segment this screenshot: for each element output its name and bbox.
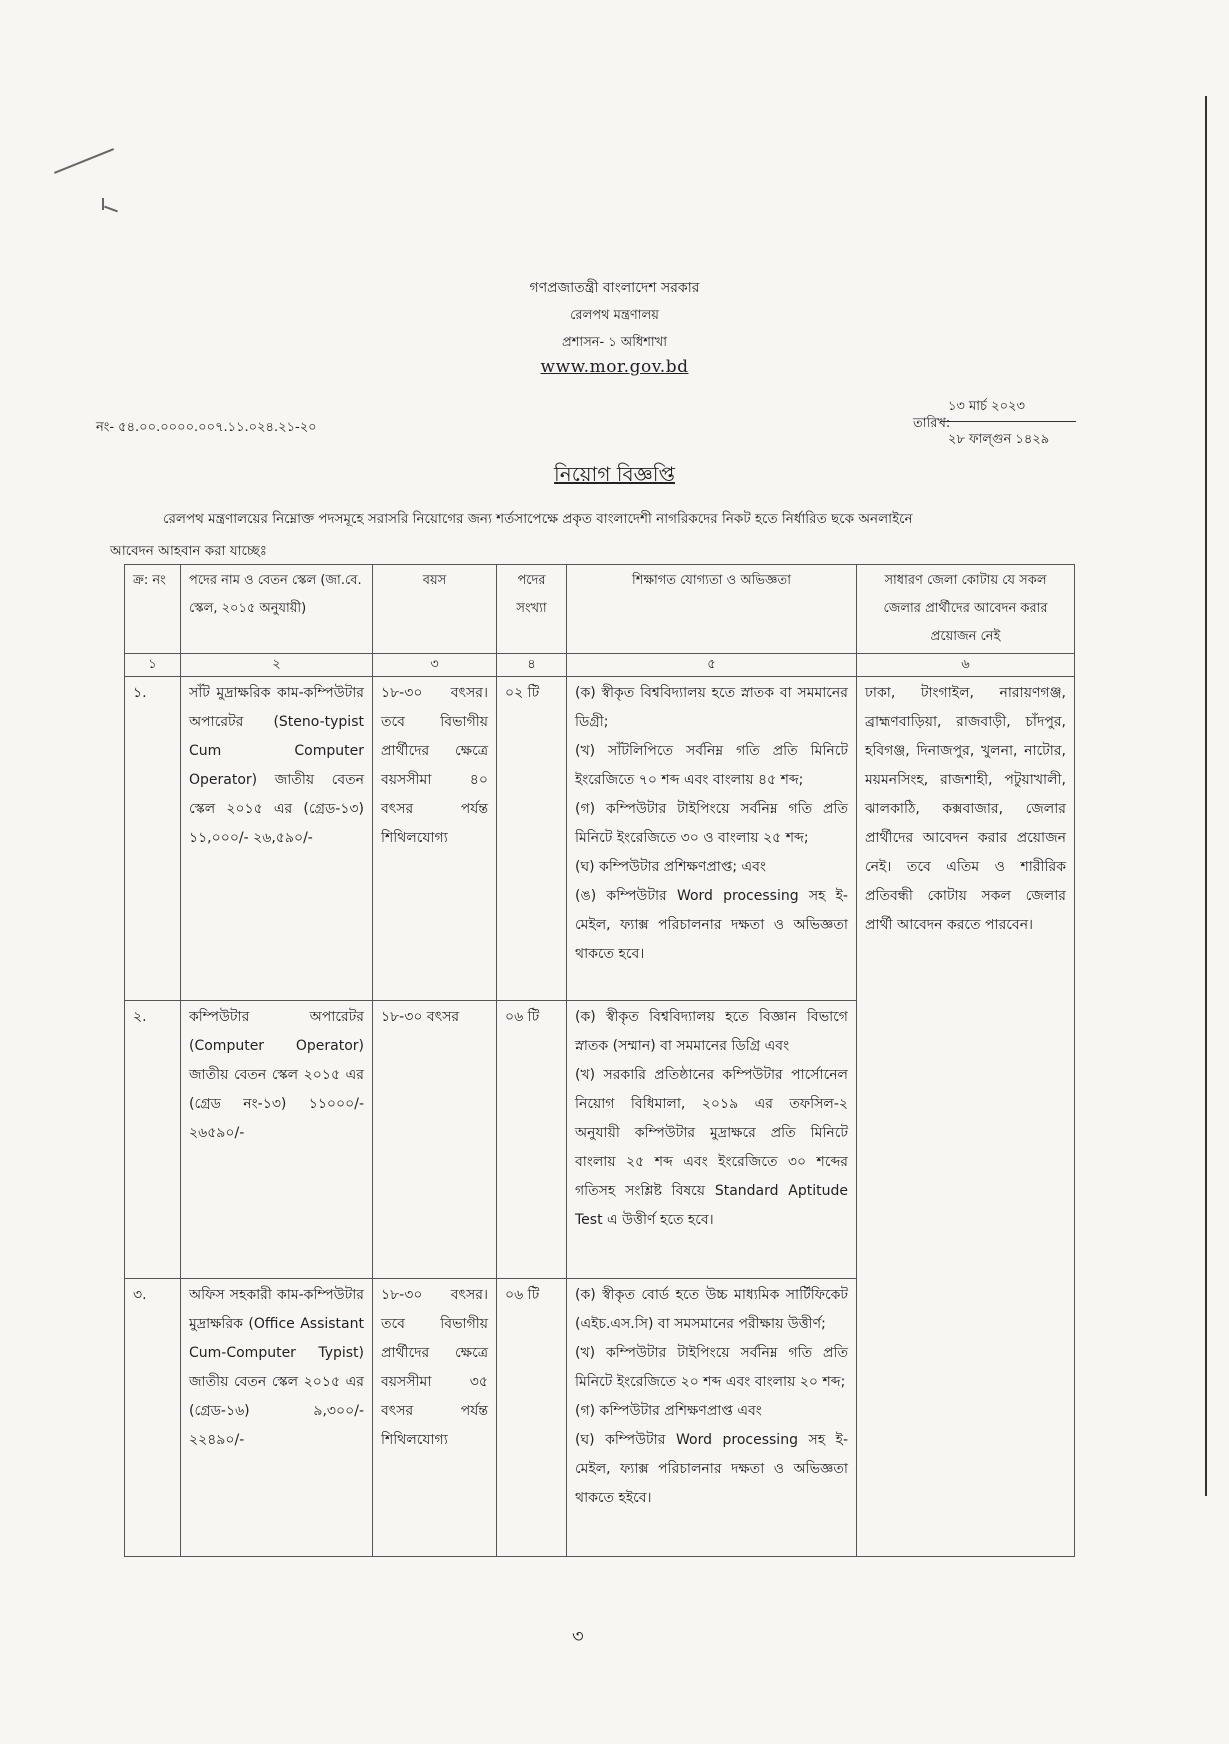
row-age: ১৮-৩০ বৎসর। তবে বিভাগীয় প্রার্থীদের ক্ষেত্রে বয়সসীমা ৩৫ বৎসর পর্যন্ত শিথিলযোগ্য xyxy=(373,1279,497,1557)
district-quota-note: ঢাকা, টাংগাইল, নারায়ণগঞ্জ, ব্রাহ্মণবাড়িয়া, রাজবাড়ী, চাঁদপুর, হবিগঞ্জ, দিনাজপুর, খুলনা, নাটোর, ময়মনসিংহ, রাজশাহী, পটুয়াখালী, ঝালকাঠি, কক্সবাজার, জেলার প্রার্থীদের আবেদন করার প্রয়োজন নেই। তবে এতিম ও শারীরিক প্রতিবন্ধী কোটায় সকল জেলার প্রার্থী আবেদন করতে পারবেন। xyxy=(857,677,1075,1557)
row-qualifications xyxy=(567,677,857,1001)
row-serial: ১. xyxy=(125,677,181,1001)
column-number: ৫ xyxy=(567,654,857,677)
scan-mark xyxy=(102,198,104,210)
date-label: তারিখ: xyxy=(913,416,951,431)
date-gregorian: ১৩ মার্চ ২০২৩ xyxy=(948,399,1025,414)
row-serial: ২. xyxy=(125,1001,181,1279)
intro-text: রেলপথ মন্ত্রণালয়ের নিম্নোক্ত পদসমূহে সরাসরি নিয়োগের জন্য শর্তসাপেক্ষে প্রকৃত বাংলাদেশী নাগরিকদের নিকট হতে নির্ধারিত ছকে অনলাইনে xyxy=(163,511,913,527)
row-post: অফিস সহকারী কাম-কম্পিউটার মুদ্রাক্ষরিক (Office Assistant Cum-Computer Typist) জাতীয় বেতন স্কেল ২০১৫ এর (গ্রেড-১৬) ৯,৩০০/- ২২৪৯০/- xyxy=(181,1279,373,1557)
header-age: বয়স xyxy=(373,565,497,654)
row-post: কম্পিউটার অপারেটর (Computer Operator) জাতীয় বেতন স্কেল ২০১৫ এর (গ্রেড নং-১৩) ১১০০০/- ২৬৫৯০/- xyxy=(181,1001,373,1279)
ministry-name: রেলপথ মন্ত্রণালয় xyxy=(570,308,659,323)
column-number: ৪ xyxy=(497,654,567,677)
row-age: ১৮-৩০ বৎসর। তবে বিভাগীয় প্রার্থীদের ক্ষেত্রে বয়সসীমা ৪০ বৎসর পর্যন্ত শিথিলযোগ্য xyxy=(373,677,497,1001)
column-number: ১ xyxy=(125,654,181,677)
header-count: পদের সংখ্যা xyxy=(497,565,567,654)
qualification-item: (খ) সরকারি প্রতিষ্ঠানের কম্পিউটার পার্সোনেল নিয়োগ বিধিমালা, ২০১৯ এর তফসিল-২ অনুযায়ী কম্পিউটার মুদ্রাক্ষরে প্রতি মিনিটে বাংলায় ২৫ শব্দ এবং ইংরেজিতে ৩০ শব্দের গতিসহ সংশ্লিষ্ট বিষয়ে Standard Aptitude Test এ উত্তীর্ণ হতে হবে। xyxy=(575,1067,848,1228)
page-number: ৩ xyxy=(572,1626,584,1647)
notice-title: নিয়োগ বিজ্ঞপ্তি xyxy=(554,462,675,486)
row-serial: ৩. xyxy=(125,1279,181,1557)
qualification-item: (ঘ) কম্পিউটার প্রশিক্ষণপ্রাপ্ত; এবং xyxy=(575,859,766,875)
website-link[interactable]: www.mor.gov.bd xyxy=(540,357,689,377)
qualification-item: (ঘ) কম্পিউটার Word processing সহ ই-মেইল, ফ্যাক্স পরিচালনার দক্ষতা ও অভিজ্ঞতা থাকতে হইবে। xyxy=(575,1432,848,1506)
row-count: ০৬ টি xyxy=(497,1001,567,1279)
header-qualifications: শিক্ষাগত যোগ্যতা ও অভিজ্ঞতা xyxy=(567,565,857,654)
qualification-item: (গ) কম্পিউটার টাইপিংয়ে সর্বনিম্ন গতি প্রতি মিনিটে ইংরেজিতে ৩০ ও বাংলায় ২৫ শব্দ; xyxy=(575,801,848,846)
date-bangla: ২৮ ফাল্গুন ১৪২৯ xyxy=(948,432,1050,447)
qualification-item: (ক) স্বীকৃত বোর্ড হতে উচ্চ মাধ্যমিক সার্টিফিকেট (এইচ.এস.সি) বা সমসমানের পরীক্ষায় উত্তীর্ণ; xyxy=(575,1287,848,1332)
row-count: ০৬ টি xyxy=(497,1279,567,1557)
column-number: ২ xyxy=(181,654,373,677)
scan-mark xyxy=(54,148,114,174)
qualification-item: (খ) কম্পিউটার টাইপিংয়ে সর্বনিম্ন গতি প্রতি মিনিটে ইংরেজিতে ২০ শব্দ এবং বাংলায় ২০ শব্দ; xyxy=(575,1345,848,1390)
row-post: সাঁট মুদ্রাক্ষরিক কাম-কম্পিউটার অপারেটর (Steno-typist Cum Computer Operator) জাতীয় বেতন স্কেল ২০১৫ এর (গ্রেড-১৩) ১১,০০০/- ২৬,৫৯০/- xyxy=(181,677,373,1001)
jobs-table xyxy=(124,564,1075,1557)
qualification-item: (খ) সাঁটলিপিতে সর্বনিম্ন গতি প্রতি মিনিটে ইংরেজিতে ৭০ শব্দ এবং বাংলায় ৪৫ শব্দ; xyxy=(575,743,848,788)
column-number: ৩ xyxy=(373,654,497,677)
government-name: গণপ্রজাতন্ত্রী বাংলাদেশ সরকার xyxy=(529,280,700,296)
qualification-item: (ক) স্বীকৃত বিশ্ববিদ্যালয় হতে বিজ্ঞান বিভাগে স্নাতক (সম্মান) বা সমমানের ডিগ্রি এবং xyxy=(575,1009,848,1054)
scan-mark xyxy=(104,206,118,213)
row-count: ০২ টি xyxy=(497,677,567,1001)
branch-name: প্রশাসন- ১ অধিশাখা xyxy=(562,335,667,350)
table-row xyxy=(125,677,1075,1001)
date-divider xyxy=(940,421,1076,422)
column-number: ৬ xyxy=(857,654,1075,677)
qualification-item: (ক) স্বীকৃত বিশ্ববিদ্যালয় হতে স্নাতক বা সমমানের ডিগ্রী; xyxy=(575,685,848,730)
intro-text-continued: আবেদন আহবান করা যাচ্ছেঃ xyxy=(110,543,267,559)
header-post: পদের নাম ও বেতন স্কেল (জা.বে. স্কেল, ২০১৫ অনুযায়ী) xyxy=(181,565,373,654)
header-district-quota: সাধারণ জেলা কোটায় যে সকল জেলার প্রার্থীদের আবেদন করার প্রয়োজন নেই xyxy=(857,565,1075,654)
column-number-row xyxy=(125,654,1075,677)
qualification-item: (গ) কম্পিউটার প্রশিক্ষণপ্রাপ্ত এবং xyxy=(575,1403,762,1419)
row-qualifications xyxy=(567,1279,857,1557)
header-serial: ক্র: নং xyxy=(125,565,181,654)
qualification-item: (ঙ) কম্পিউটার Word processing সহ ই-মেইল, ফ্যাক্স পরিচালনার দক্ষতা ও অভিজ্ঞতা থাকতে হবে। xyxy=(575,888,848,962)
table-header-row xyxy=(125,565,1075,654)
row-qualifications xyxy=(567,1001,857,1279)
row-age: ১৮-৩০ বৎসর xyxy=(373,1001,497,1279)
memo-number: নং- ৫৪.০০.০০০০.০০৭.১১.০২৪.২১-২০ xyxy=(96,420,317,435)
